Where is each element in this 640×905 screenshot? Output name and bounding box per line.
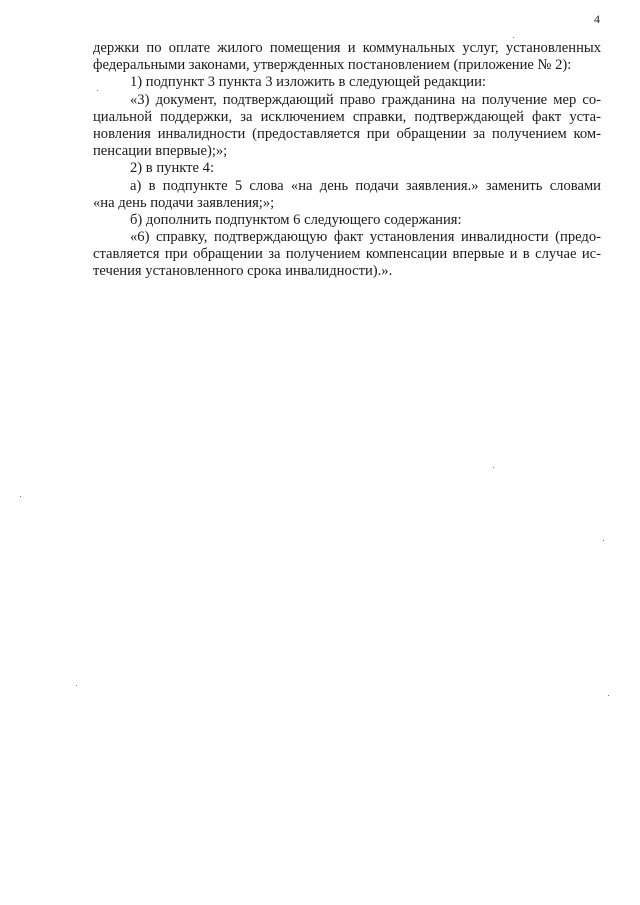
text-line: течения установленного срока инвалидности).».: [93, 263, 393, 280]
text-line: пенсации впервые);»;: [93, 143, 228, 160]
text-line: новления инвалидности (предоставляется при обращении за получением ком-: [93, 125, 601, 142]
scan-speck: [97, 90, 98, 91]
scan-speck: [608, 695, 609, 696]
text-line: б) дополнить подпунктом 6 следующего содержания:: [130, 211, 462, 228]
text-line: «3) документ, подтверждающий право гражданина на получение мер со-: [130, 91, 601, 108]
scan-speck: [20, 496, 21, 497]
scan-speck: [513, 37, 514, 38]
text-line: 2) в пункте 4:: [130, 160, 215, 177]
text-line: циальной поддержки, за исключением справки, подтверждающей факт уста-: [93, 108, 601, 125]
page-number: 4: [594, 12, 600, 26]
text-line: ставляется при обращении за получением компенсации впервые и в случае ис-: [93, 246, 601, 263]
text-line: держки по оплате жилого помещения и коммунальных услуг, установленных: [93, 40, 601, 56]
document-body: [93, 40, 601, 281]
text-line: а) в подпункте 5 слова «на день подачи заявления.» заменить словами: [130, 177, 601, 194]
text-line: 1) подпункт 3 пункта 3 изложить в следующей редакции:: [130, 74, 486, 91]
text-line: «на день подачи заявления;»;: [93, 194, 275, 211]
scan-speck: [603, 540, 604, 541]
text-line: федеральными законами, утвержденных постановлением (приложение № 2):: [93, 57, 572, 74]
text-line: «6) справку, подтверждающую факт установления инвалидности (предо-: [130, 229, 601, 246]
scan-speck: [493, 467, 494, 468]
scan-speck: [76, 685, 77, 686]
